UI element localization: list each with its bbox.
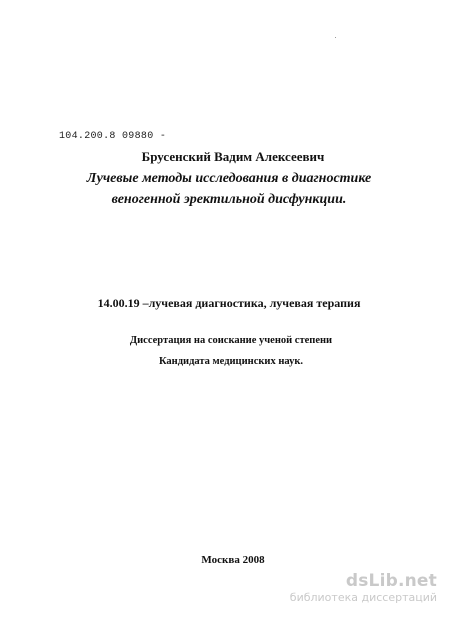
city-year: Москва 2008 [201,554,265,566]
specialty-code: 14.00.19 –лучевая диагностика, лучевая терапия [97,296,361,310]
author-name: Брусенский Вадим Алексеевич [141,149,325,164]
title-line-1: Лучевые методы исследования в диагностике [86,171,372,186]
scan-speck [335,37,336,38]
watermark-logo: dsLib.net [345,571,437,591]
title-line-2: веногенной эректильной дисфункции. [111,192,347,207]
watermark-subtitle: библиотека диссертаций [289,591,437,604]
dslib-watermark [290,572,437,605]
catalog-stamp-number: 104.200.8 09880 - [59,131,167,142]
dissertation-degree-line-1: Диссертация на соискание ученой степени [129,335,333,346]
dissertation-degree-line-2: Кандидата медицинских наук. [158,356,304,367]
